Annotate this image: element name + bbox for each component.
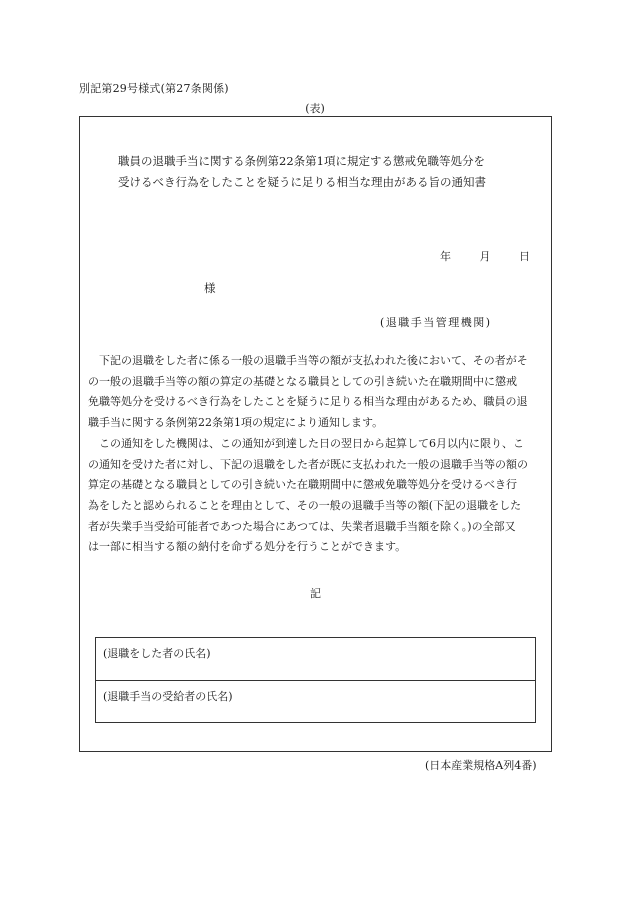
addressee: 様 <box>204 281 216 295</box>
body-line: 免職等処分を受けるべき行為をしたことを疑うに足りる相当な理由があるため、職員の退 <box>88 395 528 409</box>
form-frame <box>79 116 552 752</box>
body-line: 職手当に関する条例第22条第1項の規定により通知します。 <box>88 416 384 430</box>
body-line: は一部に相当する額の納付を命ずる処分を行うことができます。 <box>88 540 407 554</box>
body-line: この通知をした機関は、この通知が到達した日の翌日から起算して6月以内に限り、こ <box>88 436 524 450</box>
title-line: 受けるべき行為をしたことを疑うに足りる相当な理由がある旨の通知書 <box>118 175 486 189</box>
date-row <box>440 248 530 264</box>
date-year: 年 <box>440 250 451 263</box>
body-line: の通知を受けた者に対し、下記の退職をした者が既に支払われた一般の退職手当等の額の <box>88 457 528 471</box>
body-line: の一般の退職手当等の額の算定の基礎となる職員としての引き続いた在職期間中に懲戒 <box>88 374 517 388</box>
retiree-name-field[interactable] <box>96 638 535 681</box>
paper-size-note: (日本産業規格A列4番) <box>425 759 537 772</box>
body-line: 為をしたと認められることを理由として、その一般の退職手当等の額(下記の退職をした <box>88 498 522 512</box>
recipient-name-field[interactable] <box>96 681 535 724</box>
name-table <box>95 637 536 723</box>
title-line: 職員の退職手当に関する条例第22条第1項に規定する懲戒免職等処分を <box>118 154 485 168</box>
issuer: (退職手当管理機関) <box>380 316 492 329</box>
body-line: 下記の退職をした者に係る一般の退職手当等の額が支払われた後において、その者がそ <box>88 354 528 367</box>
retiree-name-label: (退職をした者の氏名) <box>103 647 211 660</box>
date-month: 月 <box>479 250 491 263</box>
body-text <box>88 351 544 558</box>
side-label: (表) <box>305 102 325 115</box>
body-line: 者が失業手当受給可能者であつた場合にあつては、失業者退職手当額を除く。)の全部又 <box>88 519 516 533</box>
document-title <box>118 151 538 193</box>
ki-heading: 記 <box>310 587 321 600</box>
body-line: 算定の基礎となる職員としての引き続いた在職期間中に懲戒免職等処分を受けるべき行 <box>88 478 517 492</box>
date-day: 日 <box>519 250 530 263</box>
form-label: 別記第29号様式(第27条関係) <box>79 82 229 95</box>
recipient-name-label: (退職手当の受給者の氏名) <box>103 690 233 703</box>
